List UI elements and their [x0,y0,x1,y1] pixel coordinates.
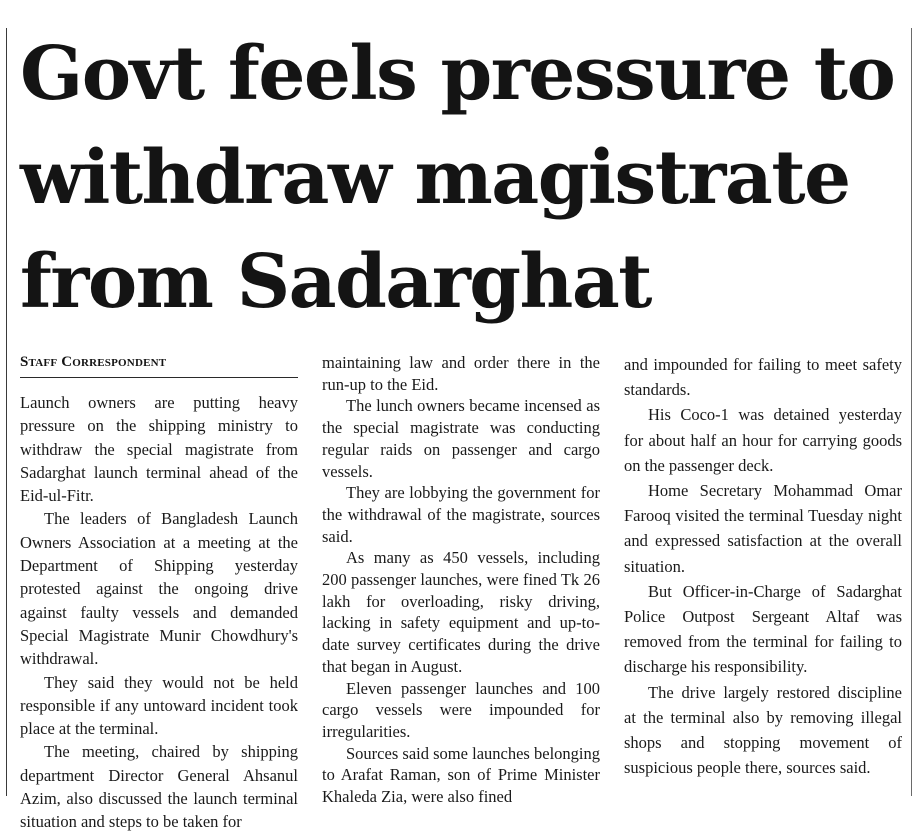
paragraph: Eleven passenger launches and 100 cargo vessels were impounded for irregularities. [322,678,600,741]
paragraph: maintaining law and order there in the run-up to the Eid. [322,353,600,394]
article-column-1 [20,352,298,834]
paragraph: Launch owners are putting heavy pressure on the shipping ministry to withdraw the special magistrate from Sadarghat launch terminal ahead of the Eid-ul-Fitr. [20,393,298,506]
paragraph: His Coco-1 was detained yesterday for about half an hour for carrying goods on the passenger deck. [624,405,902,475]
paragraph: Home Secretary Mohammad Omar Farooq visited the terminal Tuesday night and expressed satisfaction at the overall situation. [624,481,902,576]
headline-line-1: Govt feels pressure to [20,31,895,117]
paragraph: The meeting, chaired by shipping department Director General Ahsanul Azim, also discussed the launch terminal situation and steps to be taken for [20,742,298,832]
article-column-2 [322,352,600,808]
paragraph: and impounded for failing to meet safety standards. [624,355,902,400]
left-column-rule [6,28,7,796]
byline: Staff Correspondent [20,352,298,378]
paragraph: They said they would not be held responsible if any untoward incident took place at the terminal. [20,672,298,739]
right-column-rule [911,28,912,796]
article-column-3 [624,352,902,780]
paragraph: But Officer-in-Charge of Sadarghat Police Outpost Sergeant Altaf was removed from the terminal for failing to discharge his responsibility. [624,581,902,677]
paragraph: As many as 450 vessels, including 200 passenger launches, were fined Tk 26 lakh for overloading, risky driving, lacking in safety equipment and up-to-date survey certificates during the drive that began in August. [322,548,600,676]
paragraph: The leaders of Bangladesh Launch Owners Association at a meeting at the Department of Shipping yesterday protested against the ongoing drive against faulty vessels and demanded Special Magistrate Munir Chowdhury's withdrawal. [20,509,298,669]
paragraph: The drive largely restored discipline at the terminal also by removing illegal shops and stopping movement of suspicious people there, sources said. [624,682,902,778]
paragraph: They are lobbying the government for the withdrawal of the magistrate, sources said. [322,483,600,546]
headline-line-3: from Sadarghat [20,239,651,325]
paragraph: Sources said some launches belonging to Arafat Raman, son of Prime Minister Khaleda Zia, were also fined [322,743,600,807]
headline [20,22,910,334]
headline-line-2: withdraw magistrate [20,135,850,221]
paragraph: The lunch owners became incensed as the special magistrate was conducting regular raids on passenger and cargo vessels. [322,396,600,481]
